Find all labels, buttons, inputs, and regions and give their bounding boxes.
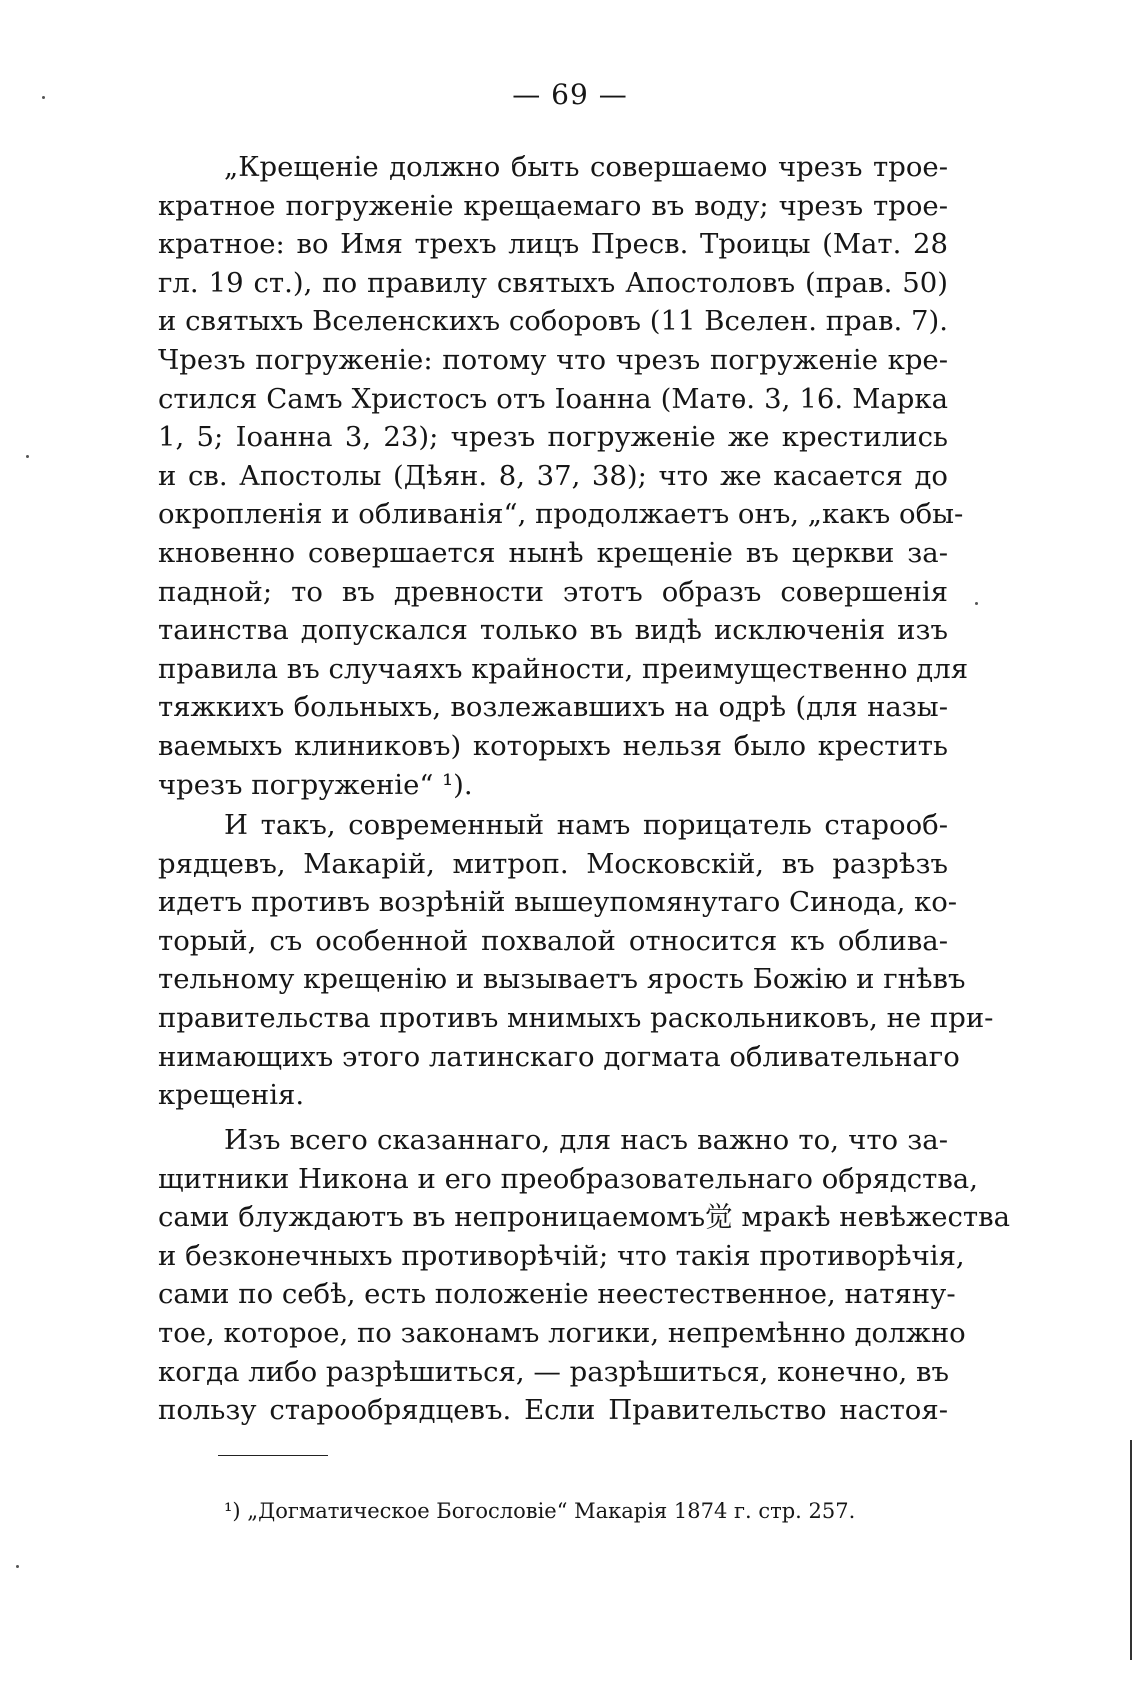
paragraph-quote: [158, 148, 969, 804]
text-line: чрезъ погруженіе“ ¹).: [158, 768, 473, 801]
text-line: и безконечныхъ противорѣчій; что такія противорѣчія,: [158, 1239, 965, 1272]
footnote-divider: [218, 1455, 328, 1456]
text-line: и св. Апостолы (Дѣян. 8, 37, 38); что же касается до: [158, 459, 948, 492]
text-line: рядцевъ, Макарій, митроп. Московскій, въ разрѣзъ: [158, 847, 948, 880]
text-line: кратное: во Имя трехъ лицъ Пресв. Троицы (Мат. 28: [158, 228, 948, 261]
scan-speck: [16, 1565, 19, 1568]
paragraph-conclusion: [158, 1121, 1011, 1430]
text-line: гл. 19 ст.), по правилу святыхъ Апостоловъ (прав. 50): [158, 266, 948, 299]
text-line: „Крещеніе должно быть совершаемо чрезъ трое-: [224, 151, 948, 183]
text-line: 1, 5; Іоанна 3, 23); чрезъ погруженіе же крестились: [158, 421, 948, 454]
text-line: кновенно совершается нынѣ крещеніе въ церкви за-: [158, 536, 948, 569]
text-line: идетъ противъ возрѣній вышеупомянутаго Синода, ко-: [158, 886, 958, 919]
text-line: Чрезъ погруженіе: потому что чрезъ погруженіе кре-: [158, 343, 948, 376]
text-line: ваемыхъ клиниковъ) которыхъ нельзя было крестить: [158, 729, 948, 762]
text-line: тельному крещенію и вызываетъ ярость Божію и гнѣвъ: [158, 963, 966, 996]
text-line: Изъ всего сказаннаго, для насъ важно то, что за-: [224, 1124, 948, 1156]
text-line: щитники Никона и его преобразовательнаго обрядства,: [158, 1162, 978, 1195]
text-line: пользу старообрядцевъ. Если Правительство настоя-: [158, 1394, 948, 1427]
text-line: когда либо разрѣшиться, — разрѣшиться, конечно, въ: [158, 1355, 949, 1388]
text-line: тяжкихъ больныхъ, возлежавшихъ на одрѣ (для назы-: [158, 691, 948, 724]
text-line: И такъ, современный намъ порицатель старооб-: [224, 809, 948, 841]
text-line: и святыхъ Вселенскихъ соборовъ (11 Вселен. прав. 7).: [158, 305, 948, 338]
text-line: нимающихъ этого латинскаго догмата обливательнаго: [158, 1040, 960, 1073]
text-line: сами блуждаютъ въ непроницаемомъ觉 мракѣ невѣжества: [158, 1201, 1011, 1234]
text-line: таинства допускался только въ видѣ исключенія изъ: [158, 614, 948, 647]
text-line: торый, съ особенной похвалой относится къ облива-: [158, 924, 948, 957]
text-line: крещенія.: [158, 1079, 305, 1112]
footnote: ¹) „Догматическое Богословіе“ Макарія 1874 г. стр. 257.: [224, 1499, 856, 1523]
scan-speck: [42, 96, 45, 99]
page-number: — 69 —: [512, 78, 628, 111]
scan-speck: [26, 455, 29, 458]
text-line: стился Самъ Христосъ отъ Іоанна (Матѳ. 3, 16. Марка: [158, 382, 948, 415]
scan-edge-line: [1130, 1440, 1132, 1660]
text-line: правила въ случаяхъ крайности, преимущественно для: [158, 652, 969, 685]
text-line: окропленія и обливанія“, продолжаетъ онъ, „какъ обы-: [158, 498, 964, 531]
text-line: правительства противъ мнимыхъ раскольниковъ, не при-: [158, 1001, 994, 1034]
text-line: падной; то въ древности этотъ образъ совершенія: [158, 575, 948, 608]
text-line: тое, которое, по законамъ логики, непремѣнно должно: [158, 1316, 966, 1349]
scan-speck: [975, 602, 978, 605]
text-line: сами по себѣ, есть положеніе неестественное, натяну-: [158, 1278, 956, 1311]
text-line: кратное погруженіе крещаемаго въ воду; чрезъ трое-: [158, 189, 948, 222]
paragraph-makariy: [158, 806, 994, 1115]
